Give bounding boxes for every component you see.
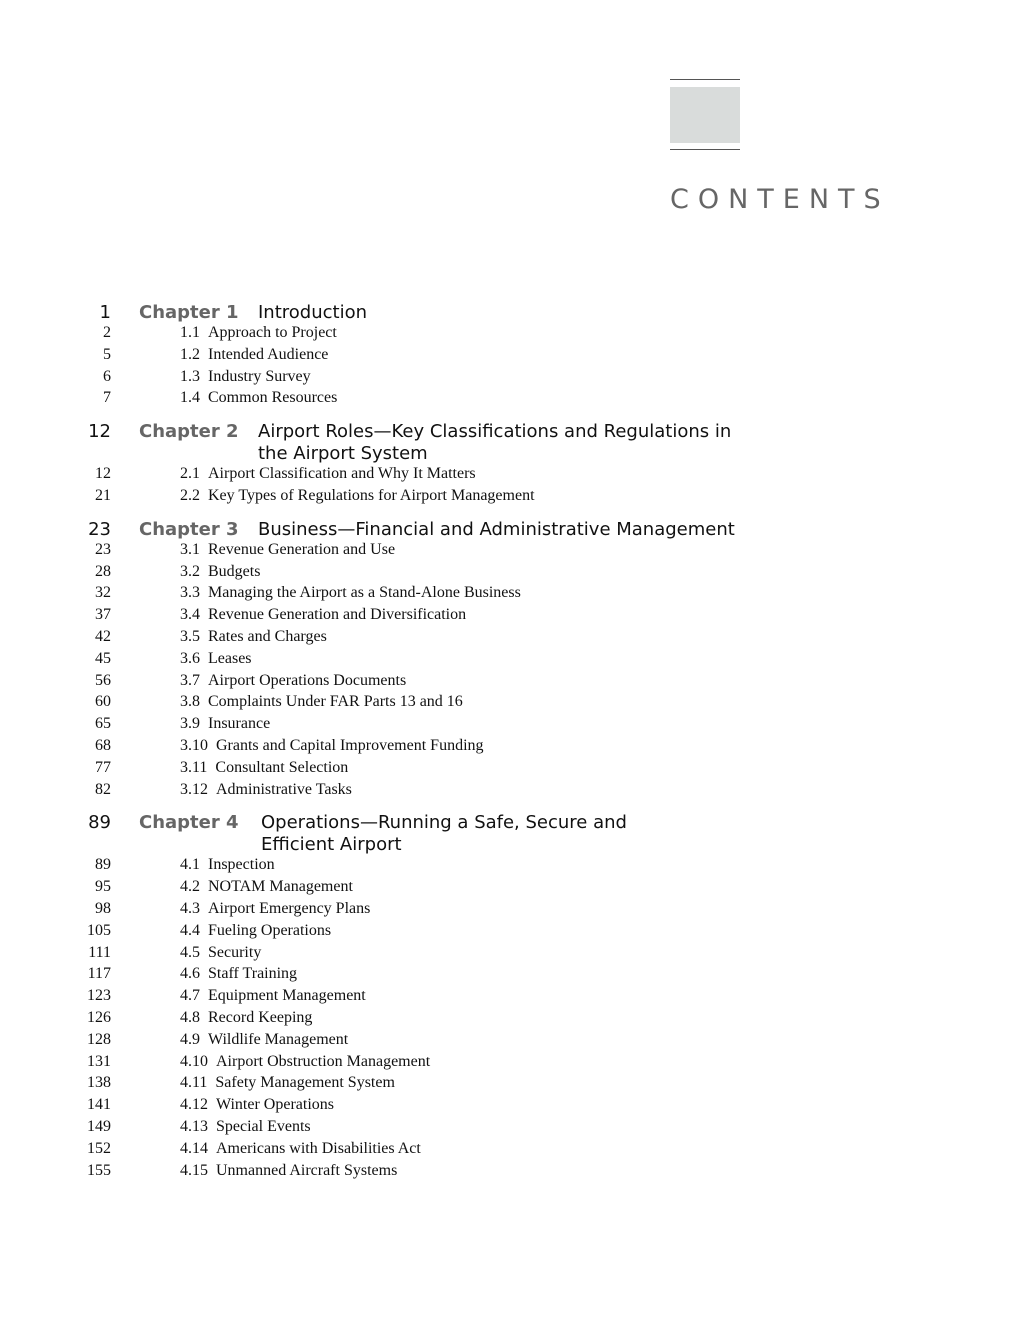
section-title-text: Safety Management System: [215, 1074, 395, 1092]
section-entry[interactable]: [0, 898, 1020, 920]
section-number: 1.4: [180, 389, 200, 407]
section-page-number: 45: [95, 649, 111, 667]
section-title: [180, 737, 484, 755]
chapter-label: Chapter 2: [139, 421, 239, 443]
section-number: 4.9: [180, 1030, 200, 1048]
chapter-1: [0, 300, 1020, 409]
chapter-title: Airport Roles—Key Classifications and Regulations in the Airport System: [258, 421, 732, 465]
section-number: 3.2: [180, 562, 200, 580]
section-title-text: Americans with Disabilities Act: [216, 1139, 421, 1157]
section-title: [180, 1074, 395, 1092]
section-title-text: Fueling Operations: [208, 921, 332, 939]
section-entry[interactable]: [0, 1029, 1020, 1051]
section-page-number: 28: [95, 562, 111, 580]
section-page-number: 2: [103, 324, 111, 341]
section-title-text: Industry Survey: [208, 367, 311, 385]
section-number: 3.5: [180, 627, 200, 645]
section-number: 3.12: [180, 780, 208, 798]
section-title-text: Grants and Capital Improvement Funding: [216, 736, 484, 754]
section-number: 4.6: [180, 965, 200, 983]
section-page-number: 77: [95, 758, 111, 776]
section-number: 1.1: [180, 324, 200, 341]
section-entry[interactable]: [0, 1051, 1020, 1073]
section-entry[interactable]: [0, 366, 1020, 388]
section-entry[interactable]: [0, 779, 1020, 801]
section-number: 3.1: [180, 540, 200, 558]
section-page-number: 111: [88, 943, 111, 961]
section-number: 3.11: [180, 758, 208, 776]
chapter-heading[interactable]: [0, 810, 1020, 854]
decorative-grey-box: [670, 87, 740, 143]
section-number: 2.1: [180, 465, 200, 483]
chapter-label: Chapter 1: [139, 302, 239, 323]
section-title-text: Insurance: [208, 715, 271, 733]
section-title-text: Managing the Airport as a Stand-Alone Business: [208, 584, 521, 602]
section-entry[interactable]: [0, 876, 1020, 898]
section-number: 1.2: [180, 345, 200, 363]
section-number: 4.13: [180, 1117, 208, 1135]
section-page-number: 126: [87, 1008, 111, 1026]
section-number: 4.3: [180, 899, 200, 917]
section-entry[interactable]: [0, 920, 1020, 942]
section-entry[interactable]: [0, 648, 1020, 670]
section-title: [180, 1096, 334, 1114]
section-entry[interactable]: [0, 322, 1020, 344]
section-entry[interactable]: [0, 604, 1020, 626]
section-number: 3.8: [180, 693, 200, 711]
section-title: [180, 650, 252, 668]
section-title: [180, 1140, 421, 1158]
section-title: [180, 1031, 348, 1049]
section-number: 4.12: [180, 1096, 208, 1114]
section-page-number: 37: [95, 606, 111, 624]
chapter-2: [0, 419, 1020, 507]
chapter-page-number: 12: [88, 421, 111, 443]
section-entry[interactable]: [0, 1007, 1020, 1029]
section-title-text: Common Resources: [208, 389, 338, 407]
section-number: 2.2: [180, 486, 200, 504]
section-title-text: Consultant Selection: [215, 758, 349, 776]
section-page-number: 32: [95, 584, 111, 602]
section-page-number: 68: [95, 736, 111, 754]
section-title: [180, 541, 395, 559]
section-page-number: 138: [87, 1074, 111, 1092]
section-title-text: Administrative Tasks: [216, 780, 352, 798]
section-page-number: 155: [87, 1161, 111, 1179]
section-title: [180, 759, 348, 777]
section-title-text: Leases: [208, 649, 252, 667]
section-page-number: 5: [103, 345, 111, 363]
section-entry[interactable]: [0, 1160, 1020, 1182]
section-number: 3.3: [180, 584, 200, 602]
section-title-text: Special Events: [216, 1117, 311, 1135]
section-page-number: 6: [103, 367, 111, 385]
section-title: [180, 878, 353, 896]
section-number: 3.7: [180, 671, 200, 689]
section-entry[interactable]: [0, 735, 1020, 757]
section-title-text: Approach to Project: [208, 324, 337, 341]
section-entry[interactable]: [0, 713, 1020, 735]
section-title-text: Complaints Under FAR Parts 13 and 16: [208, 693, 463, 711]
section-title-text: Revenue Generation and Diversification: [208, 606, 467, 624]
chapter-label: Chapter 4: [139, 812, 239, 834]
section-title: [180, 346, 328, 364]
section-title-text: Airport Classification and Why It Matters: [208, 465, 476, 483]
section-entry[interactable]: [0, 691, 1020, 713]
chapter-heading[interactable]: [0, 419, 1020, 463]
section-title: [180, 389, 337, 407]
section-entry[interactable]: [0, 1138, 1020, 1160]
table-of-contents: [0, 300, 1020, 1191]
section-entry[interactable]: [0, 985, 1020, 1007]
section-page-number: 42: [95, 627, 111, 645]
section-page-number: 12: [95, 465, 111, 483]
section-number: 3.9: [180, 715, 200, 733]
section-entry[interactable]: [0, 757, 1020, 779]
section-page-number: 23: [95, 540, 111, 558]
section-number: 4.1: [180, 856, 200, 874]
section-page-number: 98: [95, 899, 111, 917]
section-entry[interactable]: [0, 344, 1020, 366]
chapter-heading[interactable]: [0, 300, 1020, 322]
section-title: [180, 563, 260, 581]
section-title-text: Airport Obstruction Management: [216, 1052, 431, 1070]
section-title: [180, 781, 352, 799]
section-entry[interactable]: [0, 626, 1020, 648]
section-title-text: Revenue Generation and Use: [208, 540, 396, 558]
section-number: 1.3: [180, 367, 200, 385]
section-title: [180, 465, 476, 483]
section-title: [180, 672, 406, 690]
section-entry[interactable]: [0, 463, 1020, 485]
section-page-number: 7: [103, 389, 111, 407]
section-title-text: Security: [208, 943, 262, 961]
section-title-text: Record Keeping: [208, 1008, 313, 1026]
section-page-number: 89: [95, 856, 111, 874]
section-page-number: 128: [87, 1030, 111, 1048]
section-page-number: 105: [87, 921, 111, 939]
section-page-number: 141: [87, 1096, 111, 1114]
section-page-number: 95: [95, 878, 111, 896]
section-entry[interactable]: [0, 1072, 1020, 1094]
section-title-text: Winter Operations: [216, 1096, 334, 1114]
section-entry[interactable]: [0, 854, 1020, 876]
chapter-page-number: 1: [99, 302, 111, 323]
top-rule: [670, 79, 740, 80]
chapter-label: Chapter 3: [139, 518, 239, 540]
section-title: [180, 965, 297, 983]
section-number: 4.5: [180, 943, 200, 961]
section-title: [180, 1118, 311, 1136]
section-entry[interactable]: [0, 1094, 1020, 1116]
section-title: [180, 606, 466, 624]
section-title-text: Staff Training: [208, 965, 298, 983]
section-title: [180, 944, 261, 962]
section-title: [180, 1053, 430, 1071]
section-number: 4.7: [180, 987, 200, 1005]
section-title: [180, 368, 311, 386]
section-page-number: 152: [87, 1139, 111, 1157]
section-number: 3.10: [180, 736, 208, 754]
section-title-text: Airport Operations Documents: [208, 671, 407, 689]
chapter-title: Introduction: [258, 302, 368, 323]
chapter-page-number: 23: [88, 518, 111, 540]
bottom-rule: [670, 149, 740, 150]
section-number: 4.4: [180, 921, 200, 939]
section-number: 3.6: [180, 649, 200, 667]
section-title-text: Unmanned Aircraft Systems: [216, 1161, 398, 1179]
chapter-title: Operations—Running a Safe, Secure and Efficient Airport: [261, 812, 627, 856]
page-title: CONTENTS: [670, 184, 890, 215]
section-number: 4.11: [180, 1074, 208, 1092]
chapter-4: [0, 810, 1020, 1181]
section-entry[interactable]: [0, 963, 1020, 985]
section-page-number: 21: [95, 486, 111, 504]
section-title: [180, 1009, 312, 1027]
section-entry[interactable]: [0, 670, 1020, 692]
section-number: 4.15: [180, 1161, 208, 1179]
section-page-number: 117: [87, 965, 111, 983]
section-title: [180, 922, 331, 940]
section-title: [180, 856, 275, 874]
section-title: [180, 693, 463, 711]
section-number: 4.2: [180, 878, 200, 896]
section-page-number: 123: [87, 987, 111, 1005]
section-entry[interactable]: [0, 387, 1020, 409]
chapter-heading[interactable]: [0, 517, 1020, 539]
section-title: [180, 628, 327, 646]
section-title-text: Budgets: [208, 562, 261, 580]
section-title-text: Rates and Charges: [208, 627, 327, 645]
section-entry[interactable]: [0, 539, 1020, 561]
section-title: [180, 715, 270, 733]
section-page-number: 60: [95, 693, 111, 711]
section-number: 4.8: [180, 1008, 200, 1026]
section-title: [180, 987, 366, 1005]
section-page-number: 56: [95, 671, 111, 689]
section-title-text: NOTAM Management: [208, 878, 353, 896]
section-page-number: 149: [87, 1117, 111, 1135]
section-entry[interactable]: [0, 582, 1020, 604]
section-title-text: Airport Emergency Plans: [208, 899, 371, 917]
chapter-3: [0, 517, 1020, 801]
chapter-page-number: 89: [88, 812, 111, 834]
section-title-text: Inspection: [208, 856, 275, 874]
section-title-text: Intended Audience: [208, 345, 329, 363]
section-title-text: Key Types of Regulations for Airport Management: [208, 486, 535, 504]
chapter-title: Business—Financial and Administrative Management: [258, 518, 735, 540]
section-page-number: 82: [95, 780, 111, 798]
section-title: [180, 487, 535, 505]
section-number: 4.10: [180, 1052, 208, 1070]
section-page-number: 131: [87, 1052, 111, 1070]
section-title-text: Equipment Management: [208, 987, 366, 1005]
section-entry[interactable]: [0, 485, 1020, 507]
section-number: 4.14: [180, 1139, 208, 1157]
section-entry[interactable]: [0, 942, 1020, 964]
section-entry[interactable]: [0, 561, 1020, 583]
section-title: [180, 900, 370, 918]
section-entry[interactable]: [0, 1116, 1020, 1138]
section-title: [180, 324, 337, 342]
section-page-number: 65: [95, 715, 111, 733]
section-title: [180, 584, 521, 602]
section-title-text: Wildlife Management: [208, 1030, 349, 1048]
section-number: 3.4: [180, 606, 200, 624]
section-title: [180, 1162, 397, 1180]
